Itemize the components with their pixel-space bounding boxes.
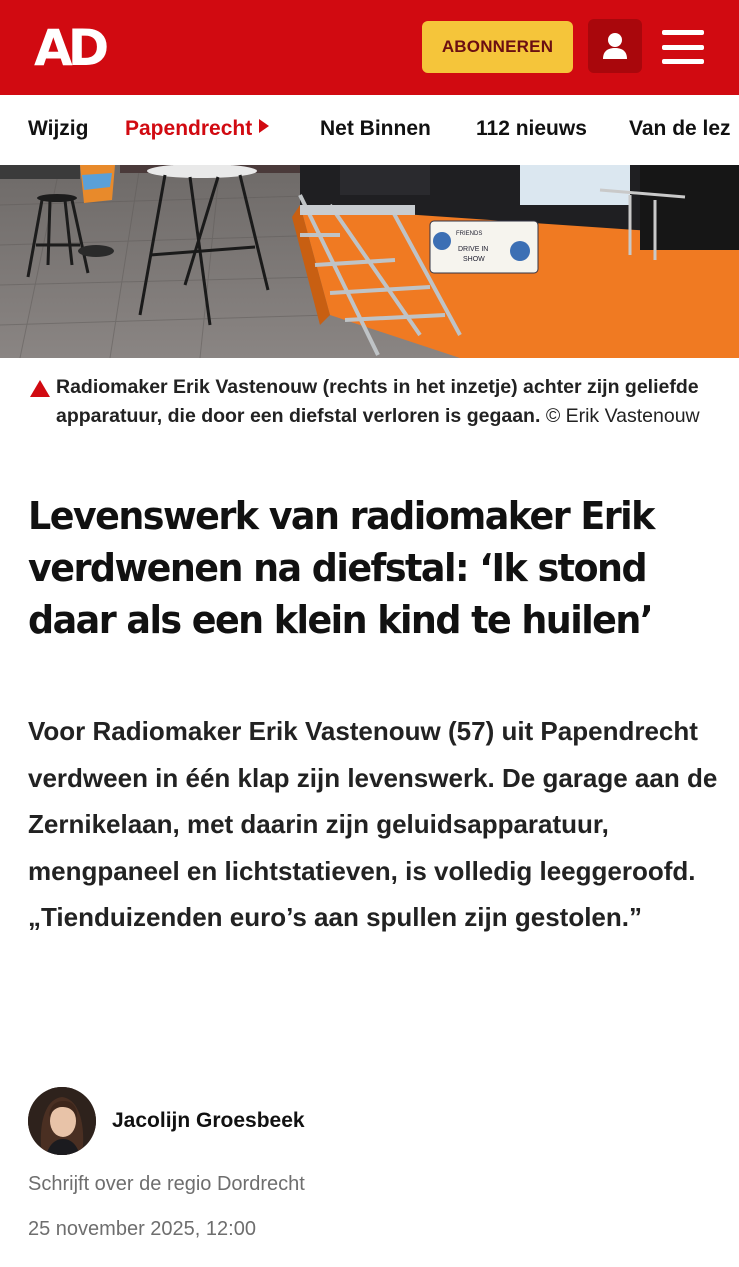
article-headline: Levenswerk van radiomaker Erik verdwenen na diefstal: ‘Ik stond daar als een klein kind te huilen’ [28,494,654,642]
nav-item-label: Papendrecht [125,117,253,140]
svg-text:SHOW: SHOW [463,256,485,263]
account-button[interactable] [588,19,642,73]
hamburger-icon-bar [662,59,704,64]
section-nav [0,95,739,165]
article-intro: Voor Radiomaker Erik Vastenouw (57) uit Papendrecht verdween in één klap zijn levenswerk. De garage aan de Zernikelaan, met daarin zijn geluidsapparatuur, mengpaneel en lichtstatieven, is volledig leeggeroofd. „Tienduizenden euro’s aan spullen zijn gestolen.” [28,716,718,932]
ad-logo[interactable] [34,21,108,71]
svg-text:DRIVE IN: DRIVE IN [458,246,489,253]
site-header [0,0,739,95]
nav-item-papendrecht[interactable] [125,117,269,141]
avatar[interactable] [28,1087,96,1155]
author-name[interactable]: Jacolijn Groesbeek [112,1109,305,1132]
nav-item-van-de-lezer[interactable]: Van de lez [629,117,731,140]
nav-item-net-binnen[interactable]: Net Binnen [320,117,431,140]
caption-text-block [30,373,720,431]
svg-text:FRIENDS: FRIENDS [456,231,483,237]
hamburger-icon-bar [662,30,704,35]
svg-text:AD: AD [34,21,105,71]
publish-date: 25 november 2025, 12:00 [28,1218,256,1240]
photo-caption [30,373,720,431]
hero-photo-illustration [0,165,739,358]
caption-text: Radiomaker Erik Vastenouw (rechts in het inzetje) achter zijn geliefde apparatuur, die door een diefstal verloren is gegaan. [56,376,699,427]
menu-button[interactable] [656,24,710,70]
hamburger-icon-bar [662,45,704,50]
user-icon [602,32,628,60]
author-description: Schrijft over de regio Dordrecht [28,1173,305,1195]
caption-triangle-icon [30,380,50,397]
nav-item-112-nieuws[interactable]: 112 nieuws [476,117,587,140]
nav-item-wijzig[interactable]: Wijzig [28,117,89,140]
play-arrow-icon [259,119,269,133]
hero-photo[interactable] [0,165,739,358]
caption-credit: © Erik Vastenouw [545,405,700,427]
subscribe-button[interactable]: ABONNEREN [422,21,573,73]
author-block[interactable] [28,1087,718,1157]
